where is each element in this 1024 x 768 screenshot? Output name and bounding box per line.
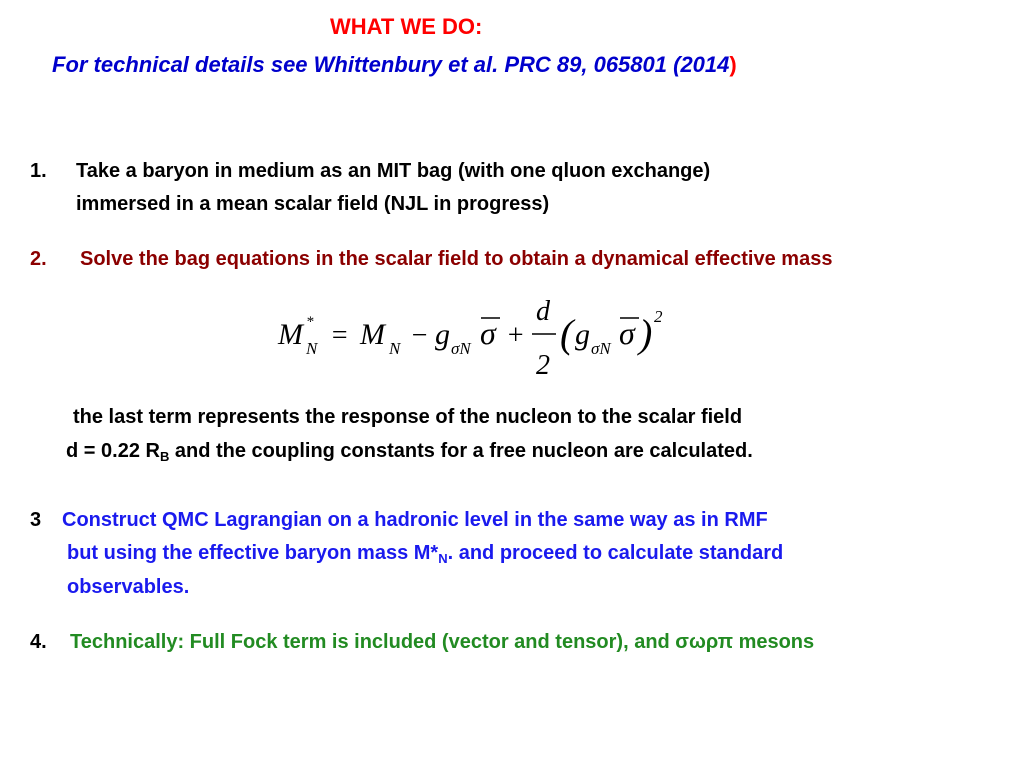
effective-mass-formula (270, 292, 690, 387)
formula-note-line-1: the last term represents the response of the nucleon to the scalar field (73, 406, 743, 428)
formula-note-sub: B (159, 449, 170, 464)
item-1-line-1: Take a baryon in medium as an MIT bag (with one qluon exchange) (76, 160, 711, 182)
item-4-number: 4. (30, 631, 47, 653)
svg-text:−: − (410, 320, 429, 351)
item-1-line-2: immersed in a mean scalar field (NJL in progress) (76, 193, 550, 215)
formula-note-suffix: and the coupling constants for a free nucleon are calculated. (169, 440, 753, 462)
item-1-number: 1. (30, 160, 47, 182)
svg-text:d: d (536, 296, 550, 327)
svg-text:σ: σ (480, 315, 496, 351)
svg-text:g: g (575, 318, 590, 351)
svg-text:2: 2 (536, 350, 550, 381)
item-3-line-2 (67, 542, 783, 566)
svg-text:2: 2 (654, 307, 663, 326)
svg-text:): ) (639, 311, 653, 356)
subtitle-close-paren: ) (729, 52, 737, 77)
svg-text:M: M (278, 318, 303, 351)
svg-text:*: * (306, 314, 314, 330)
item-3-line-2-suffix: . and proceed to calculate standard (447, 542, 784, 564)
svg-text:σN: σN (451, 339, 471, 358)
svg-text:σ: σ (619, 315, 635, 351)
svg-text:g: g (435, 318, 450, 351)
item-2-number: 2. (30, 248, 47, 270)
item-3-line-3: observables. (67, 576, 190, 598)
item-3-line-1: Construct QMC Lagrangian on a hadronic level in the same way as in RMF (62, 509, 768, 531)
item-4-line-1: Technically: Full Fock term is included (vector and tensor), and σωρπ mesons (70, 631, 815, 653)
svg-text:N: N (389, 339, 401, 358)
item-3-line-2-sub: N (438, 551, 448, 566)
svg-text:+: + (506, 320, 525, 351)
svg-text:=: = (330, 320, 349, 351)
item-3-line-2-prefix: but using the effective baryon mass M* (67, 542, 439, 564)
subtitle-text: For technical details see Whittenbury et al. PRC 89, 065801 (2014 (52, 52, 730, 77)
item-2-line-1: Solve the bag equations in the scalar field to obtain a dynamical effective mass (80, 248, 833, 270)
formula-note-prefix: d = 0.22 R (66, 440, 160, 462)
slide-subtitle (52, 52, 737, 78)
svg-text:M: M (360, 318, 385, 351)
svg-text:(: ( (560, 311, 574, 356)
svg-text:N: N (306, 339, 318, 358)
slide-title: WHAT WE DO: (330, 14, 483, 39)
svg-text:σN: σN (591, 339, 611, 358)
item-3-number: 3 (30, 509, 42, 531)
formula-note-line-2 (66, 440, 753, 464)
